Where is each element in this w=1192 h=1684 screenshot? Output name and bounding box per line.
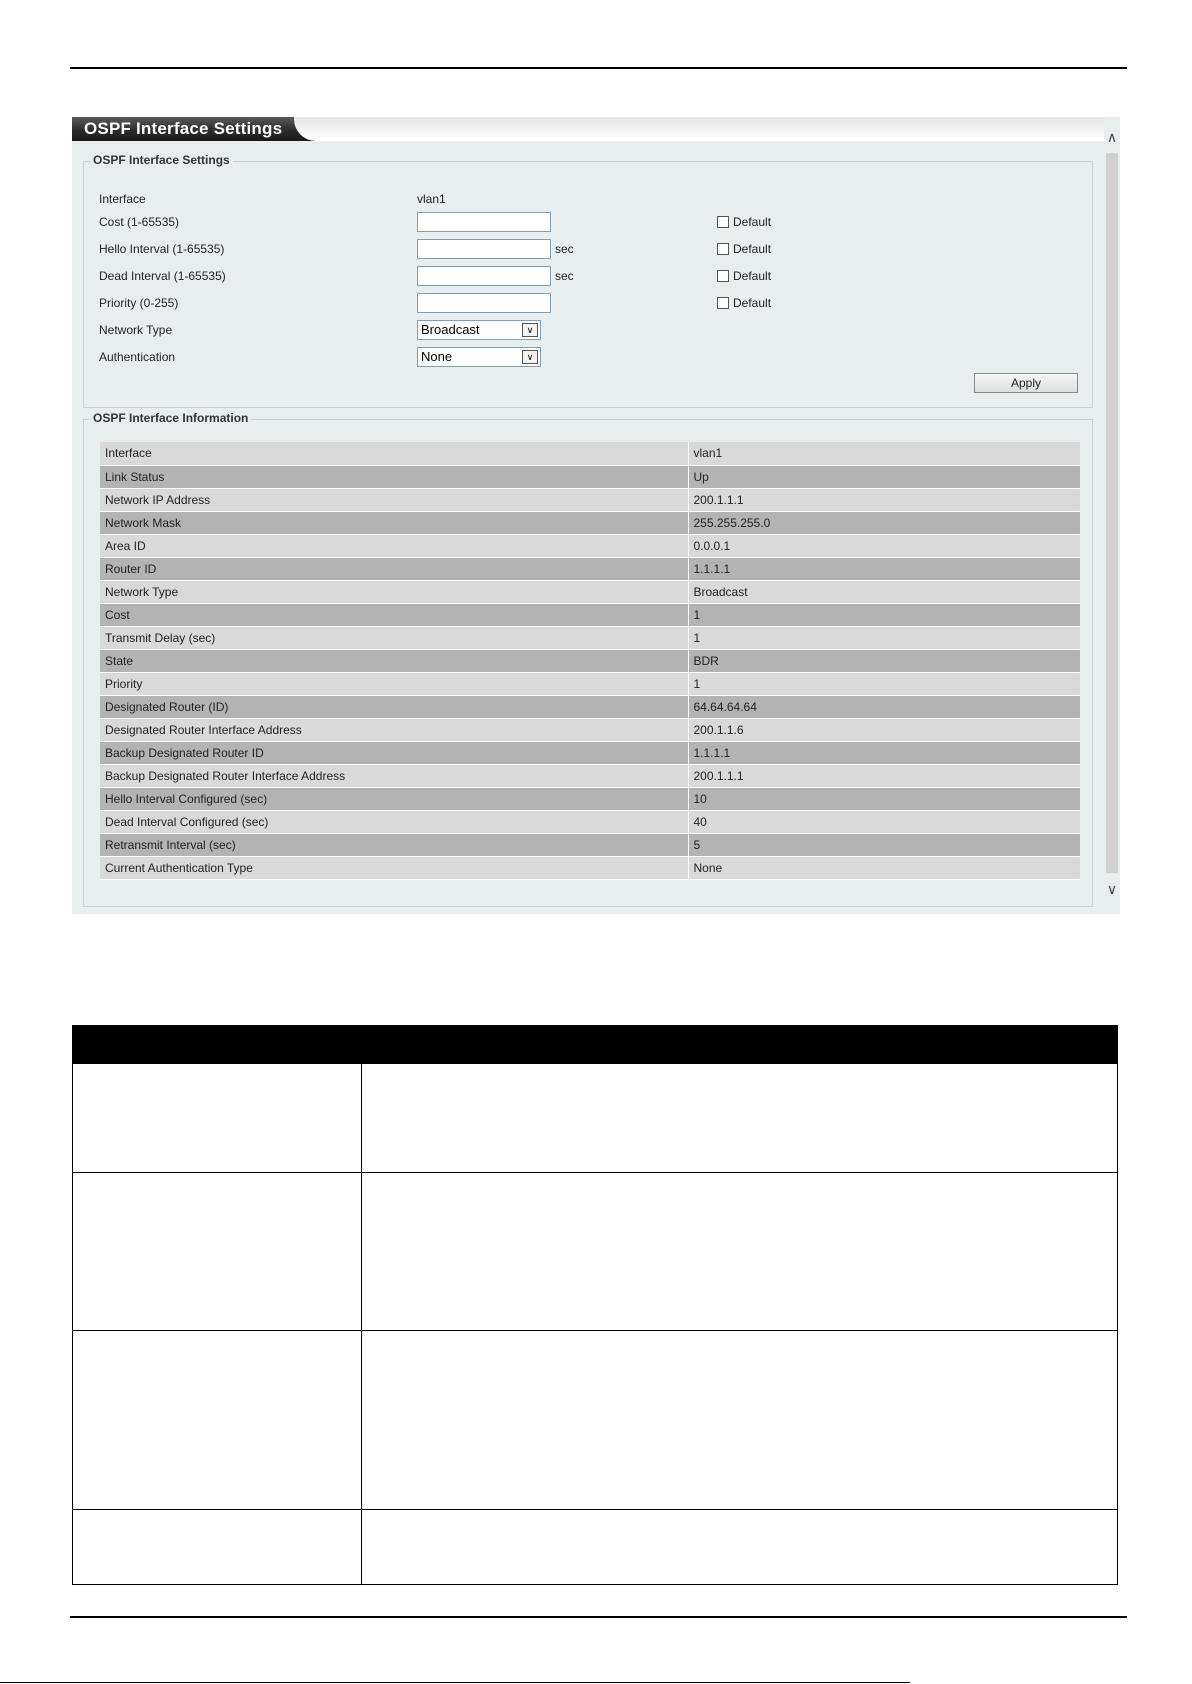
info-row-label: Transmit Delay (sec) <box>100 626 688 649</box>
table-row <box>100 856 1080 879</box>
page-top-rule <box>70 67 1127 69</box>
hello-default-label: Default <box>733 242 772 256</box>
page-bottom-rule <box>70 1616 1127 1618</box>
cost-default-checkbox[interactable] <box>717 216 729 228</box>
table-row <box>100 810 1080 833</box>
dead-default-checkbox[interactable] <box>717 270 729 282</box>
chevron-down-icon[interactable]: ∨ <box>522 350 538 364</box>
information-fieldset <box>83 411 1093 907</box>
description-table-header <box>73 1026 1118 1064</box>
info-row-value: Broadcast <box>688 580 1080 603</box>
table-row <box>100 626 1080 649</box>
network-type-select[interactable] <box>417 320 541 340</box>
info-row-value: 1 <box>688 672 1080 695</box>
table-row <box>100 465 1080 488</box>
info-row-label: Priority <box>100 672 688 695</box>
table-row <box>100 557 1080 580</box>
authentication-select[interactable] <box>417 347 541 367</box>
authentication-label: Authentication <box>99 350 176 364</box>
interface-label: Interface <box>99 192 146 206</box>
info-row-label: Link Status <box>100 465 688 488</box>
ospf-interface-settings-panel <box>72 117 1120 914</box>
priority-label: Priority (0-255) <box>99 296 179 310</box>
dead-interval-label: Dead Interval (1-65535) <box>99 269 226 283</box>
table-row <box>100 764 1080 787</box>
footer-rule <box>0 1682 910 1683</box>
settings-fieldset <box>83 153 1093 408</box>
apply-button[interactable]: Apply <box>974 373 1078 393</box>
hello-interval-label: Hello Interval (1-65535) <box>99 242 225 256</box>
network-type-label: Network Type <box>99 323 173 337</box>
info-row-label: Backup Designated Router ID <box>100 741 688 764</box>
table-row <box>100 580 1080 603</box>
info-row-label: Dead Interval Configured (sec) <box>100 810 688 833</box>
panel-title: OSPF Interface Settings <box>84 119 283 138</box>
priority-default-label: Default <box>733 296 772 310</box>
dead-interval-input[interactable] <box>417 266 551 286</box>
priority-default-checkbox[interactable] <box>717 297 729 309</box>
table-row <box>100 672 1080 695</box>
info-row-label: Current Authentication Type <box>100 856 688 879</box>
info-row-label: Designated Router (ID) <box>100 695 688 718</box>
authentication-selected: None <box>421 349 453 364</box>
info-row-value: 5 <box>688 833 1080 856</box>
dead-interval-unit: sec <box>555 269 574 283</box>
table-row <box>100 833 1080 856</box>
info-row-label: Designated Router Interface Address <box>100 718 688 741</box>
hello-interval-unit: sec <box>555 242 574 256</box>
chevron-down-icon[interactable]: ∨ <box>522 323 538 337</box>
interface-value: vlan1 <box>417 192 446 206</box>
settings-legend: OSPF Interface Settings <box>90 153 233 167</box>
table-row <box>100 649 1080 672</box>
info-row-label: Interface <box>100 442 688 465</box>
table-row <box>100 442 1080 465</box>
info-row-label: Cost <box>100 603 688 626</box>
info-row-label: Backup Designated Router Interface Address <box>100 764 688 787</box>
info-row-value: 1 <box>688 626 1080 649</box>
info-row-label: Network Mask <box>100 511 688 534</box>
cost-default-label: Default <box>733 215 772 229</box>
table-row <box>100 511 1080 534</box>
information-table <box>100 442 1080 880</box>
panel-title-bar <box>72 117 1104 141</box>
hello-default-checkbox[interactable] <box>717 243 729 255</box>
hello-interval-input[interactable] <box>417 239 551 259</box>
cost-label: Cost (1-65535) <box>99 215 180 229</box>
cost-input[interactable] <box>417 212 551 232</box>
info-row-label: Router ID <box>100 557 688 580</box>
info-row-value: None <box>688 856 1080 879</box>
table-row <box>73 1173 1118 1331</box>
info-row-value: 10 <box>688 787 1080 810</box>
info-row-value: 1 <box>688 603 1080 626</box>
info-row-label: Area ID <box>100 534 688 557</box>
info-row-value: 200.1.1.6 <box>688 718 1080 741</box>
info-row-label: State <box>100 649 688 672</box>
table-row <box>100 718 1080 741</box>
priority-input[interactable] <box>417 293 551 313</box>
table-row <box>73 1064 1118 1173</box>
table-row <box>73 1510 1118 1585</box>
info-row-value: BDR <box>688 649 1080 672</box>
info-row-value: 255.255.255.0 <box>688 511 1080 534</box>
info-row-value: 200.1.1.1 <box>688 488 1080 511</box>
scroll-down-icon[interactable]: ∨ <box>1106 881 1118 897</box>
scroll-up-icon[interactable]: ∧ <box>1106 129 1118 145</box>
table-row <box>100 488 1080 511</box>
network-type-selected: Broadcast <box>421 322 480 337</box>
info-row-value: 40 <box>688 810 1080 833</box>
table-row <box>100 787 1080 810</box>
info-row-label: Network IP Address <box>100 488 688 511</box>
info-row-value: vlan1 <box>688 442 1080 465</box>
info-row-value: Up <box>688 465 1080 488</box>
table-row <box>100 534 1080 557</box>
vertical-scrollbar[interactable] <box>1104 117 1120 914</box>
dead-default-label: Default <box>733 269 772 283</box>
info-row-value: 1.1.1.1 <box>688 557 1080 580</box>
description-table <box>72 1025 1118 1585</box>
info-row-value: 1.1.1.1 <box>688 741 1080 764</box>
table-row <box>100 603 1080 626</box>
info-row-label: Hello Interval Configured (sec) <box>100 787 688 810</box>
table-row <box>73 1331 1118 1510</box>
info-row-label: Network Type <box>100 580 688 603</box>
table-row <box>100 695 1080 718</box>
info-row-value: 200.1.1.1 <box>688 764 1080 787</box>
information-legend: OSPF Interface Information <box>90 411 251 425</box>
info-row-value: 64.64.64.64 <box>688 695 1080 718</box>
table-row <box>100 741 1080 764</box>
info-row-value: 0.0.0.1 <box>688 534 1080 557</box>
info-row-label: Retransmit Interval (sec) <box>100 833 688 856</box>
scrollbar-track[interactable] <box>1106 153 1118 873</box>
